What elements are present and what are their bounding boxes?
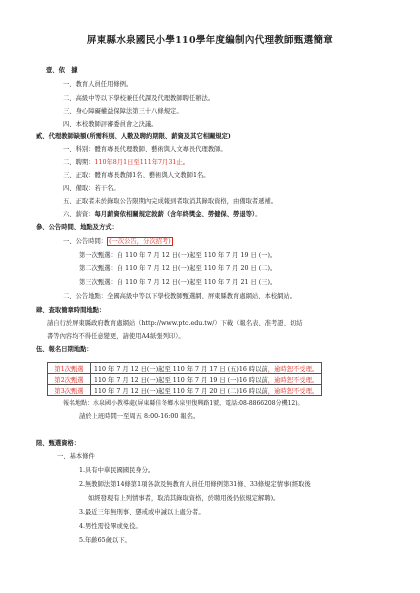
sec2-item-4: 四、備取：若干名。 bbox=[63, 185, 120, 192]
section-5-heading: 伍、報名日期地點： bbox=[36, 346, 93, 353]
requirement-2: 2.無教師法第14條第1項各款及無教育人員任用條例第31條、33條規定情事(經取後 bbox=[79, 481, 311, 488]
requirement-3: 3.最近三年無刑事、懲戒或申誡以上處分者。 bbox=[79, 509, 205, 516]
sec2-item-2: 二、聘期：110年8月1日至111年7月31止。 bbox=[63, 159, 189, 166]
requirement-5: 5.年齡65歲以下。 bbox=[79, 537, 131, 544]
registration-table bbox=[47, 362, 322, 396]
requirement-4: 4.男性需役畢或免役。 bbox=[79, 523, 142, 530]
sec1-item-1: 一、教育人員任用條例。 bbox=[63, 81, 133, 88]
sec4-line-2: 書等內容均不得任意變更，請使用A4紙張列印）。 bbox=[47, 333, 185, 340]
round-2-period: 第二次甄選：自 110 年 7 月 12 日(一)起至 110 年 7 月 20 日 (二)。 bbox=[79, 265, 277, 272]
sec2-item-1: 一、科別：體育專長代理教師、藝術與人文專長代理教師。 bbox=[63, 146, 227, 153]
page-title: 屏東縣水泉國民小學110學年度編制內代理教師甄選簡章 bbox=[86, 35, 334, 46]
sec2-item-6: 六、薪資：每月薪資依相關規定敘薪（含年終獎金、勞健保、勞退等）。 bbox=[63, 211, 262, 218]
round-dates: 110 年 7 月 12 日(一)起至 110 年 7 月 19 日 (一)16 時以前，逾時恕不受理。 bbox=[91, 374, 322, 385]
round-3-period: 第三次甄選：自 110 年 7 月 12 日(一)起至 110 年 7 月 21 日 (三)。 bbox=[79, 279, 277, 286]
sec2-item-5: 五、正取者未於錄取公告限期內完成報到者取消其錄取資格，由備取者遞補。 bbox=[63, 198, 278, 205]
sec3-item-2: 二、公告地點：全國高級中等以下學校教師甄選網、屏東縣教育處網站、本校網站。 bbox=[63, 293, 296, 300]
requirement-2-cont: 如經發現有上列情事者，取消其錄取資格，於聘用後仍依規定解聘)。 bbox=[88, 495, 280, 502]
sec4-line-1: 請自行於屏東縣政府教育處網站（http://www.ptc.edu.tw/）下載（報名表、准考證、切結 bbox=[47, 320, 303, 327]
registration-place: 報名地點：水泉國小教導處(屏東縣佳冬鄉水泉里復興路1號，電話:08-8866208分機12)。 bbox=[63, 400, 304, 407]
salary-note: 每月薪資依相關規定敘薪（含年終獎金、勞健保、勞退等） bbox=[94, 211, 256, 218]
sec3-item-1: 一、公告時間： (一次公告，分次招考) bbox=[63, 238, 171, 245]
sec2-item-3: 三、正取：體育專長教師1名、藝術與人文教師1名。 bbox=[63, 172, 210, 179]
section-6-heading: 陸、甄選資格： bbox=[36, 440, 81, 447]
section-4-heading: 肆、查取簡章時間地點： bbox=[36, 307, 106, 314]
round-1-period: 第一次甄選：自 110 年 7 月 12 日(一)起至 110 年 7 月 19 日 (一)。 bbox=[79, 252, 277, 259]
round-label: 第2次甄選 bbox=[48, 374, 91, 385]
section-3-heading: 參、公告時間、地點及方式： bbox=[36, 224, 118, 231]
sec6-subheading: 一、基本條件 bbox=[57, 453, 95, 460]
round-label: 第3次甄選 bbox=[48, 385, 91, 396]
round-label: 第1次甄選 bbox=[48, 363, 91, 374]
sec1-item-3: 三、身心障礙權益保障法第三十八條規定。 bbox=[63, 108, 183, 115]
section-1-heading: 壹、依 據 bbox=[46, 67, 78, 74]
round-dates: 110 年 7 月 12 日(一)起至 110 年 7 月 20 日 (二)16 時以前，逾時恕不受理。 bbox=[91, 385, 322, 396]
registration-hours: 請於上班時間一至周五 8:00-16:00 報名。 bbox=[79, 413, 200, 420]
requirement-1: 1.具有中華民國國民身分。 bbox=[79, 467, 155, 474]
sec1-item-2: 二、高級中等以下學校兼任代課及代理教師聘任辦法。 bbox=[63, 95, 215, 102]
announcement-note: (一次公告，分次招考) bbox=[109, 238, 171, 245]
table-row bbox=[48, 385, 322, 396]
contract-period: 110年8月1日至111年7月31止 bbox=[94, 159, 183, 166]
section-2-heading: 貳、代理教師缺額(所需科別、人數及聘約期限、薪資及其它相關規定) bbox=[36, 133, 231, 140]
table-row bbox=[48, 363, 322, 374]
sec1-item-4: 四、本校教師評審委員會之決議。 bbox=[63, 121, 158, 128]
table-row bbox=[48, 374, 322, 385]
round-dates: 110 年 7 月 12 日(一)起至 110 年 7 月 17 日 (五)16 時以前，逾時恕不受理。 bbox=[91, 363, 322, 374]
